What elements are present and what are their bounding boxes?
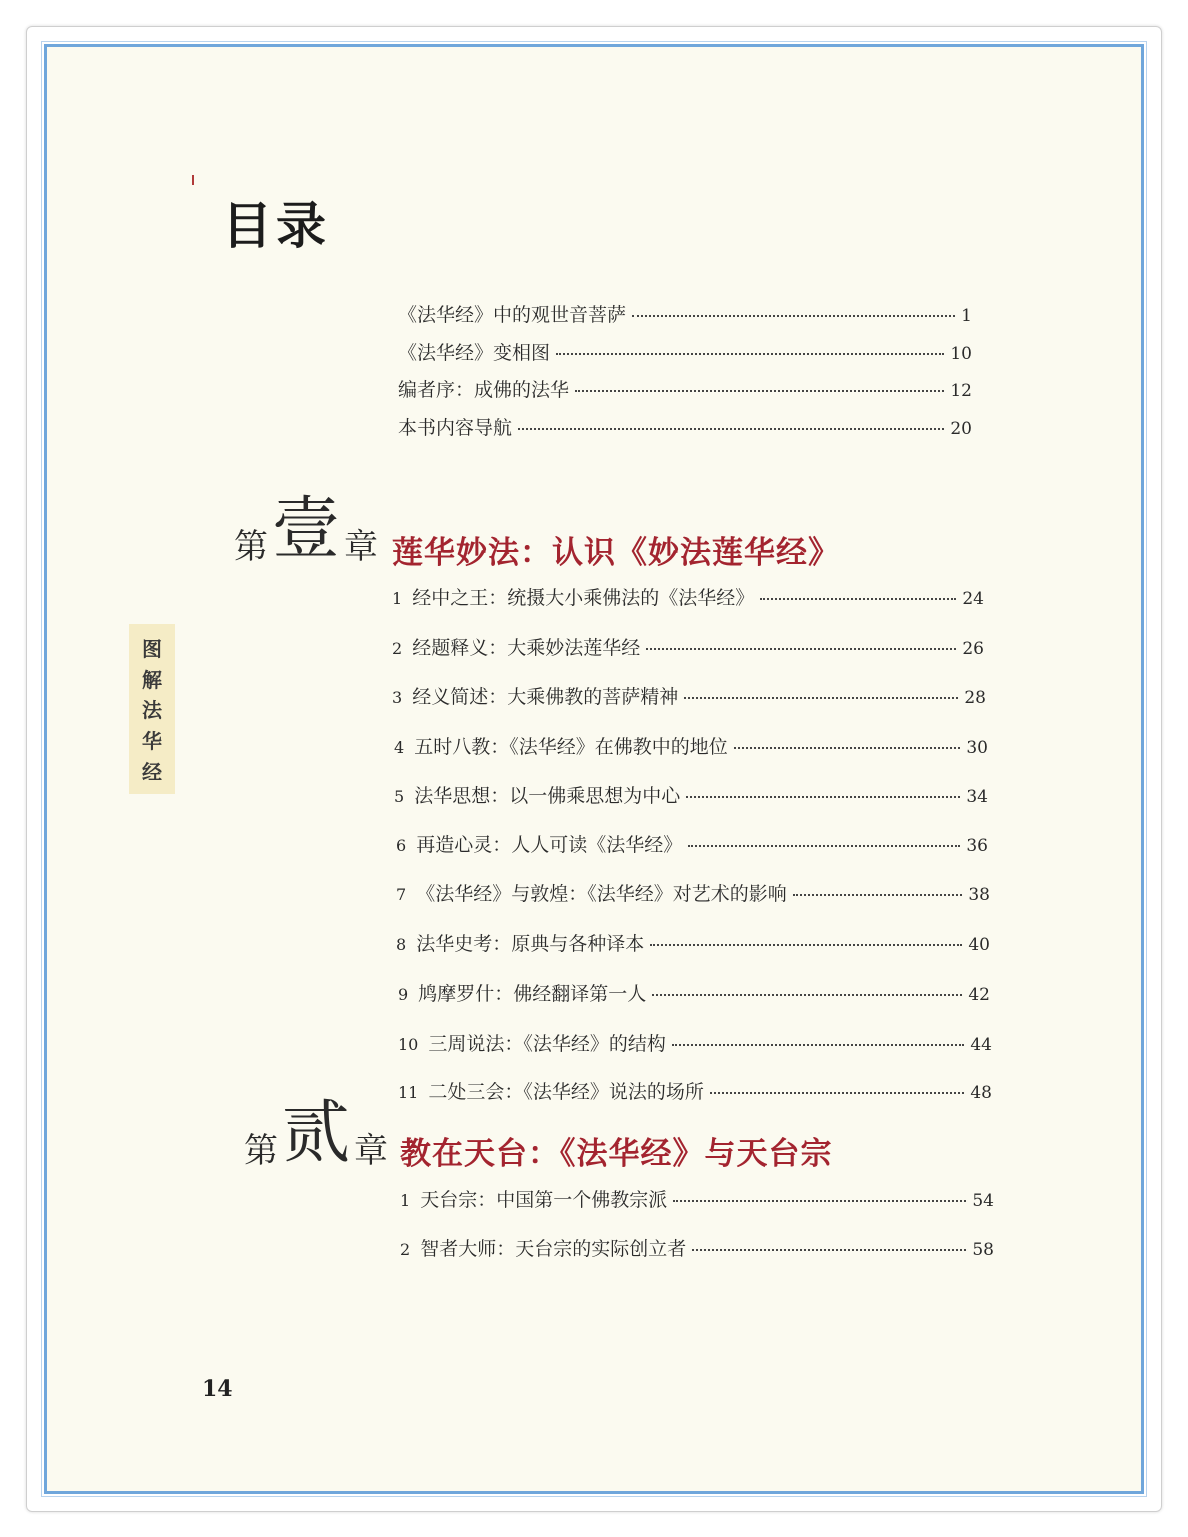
toc-entry-label: 鸠摩罗什：佛经翻译第一人 [418, 983, 647, 1005]
toc-entry-page: 38 [968, 885, 990, 905]
dot-leader [556, 353, 944, 355]
toc-entry-number: 11 [398, 1083, 419, 1102]
toc-entry-label: 《法华经》与敦煌：《法华经》对艺术的影响 [416, 883, 787, 905]
toc-entry-ch1-3[interactable] [392, 682, 986, 709]
toc-entry-label: 五时八教：《法华经》在佛教中的地位 [414, 736, 728, 758]
chapter-suffix: 章 [354, 1131, 389, 1171]
toc-entry-label: 《法华经》中的观世音菩萨 [398, 304, 627, 326]
toc-entry-ch2-2[interactable] [400, 1234, 994, 1261]
toc-entry-label: 法华思想：以一佛乘思想为中心 [414, 785, 681, 807]
toc-entry-number: 4 [394, 738, 405, 757]
toc-entry-page: 28 [964, 688, 986, 708]
toc-entry-front-1[interactable] [398, 300, 972, 327]
toc-entry-page: 30 [966, 738, 988, 758]
toc-entry-page: 44 [970, 1035, 992, 1055]
toc-entry-number: 10 [398, 1035, 419, 1054]
dot-leader [686, 796, 960, 798]
toc-entry-number: 2 [400, 1240, 411, 1259]
toc-entry-ch1-4[interactable] [394, 732, 988, 759]
toc-entry-ch1-11[interactable] [398, 1077, 992, 1104]
book-title-side-tab [129, 624, 175, 794]
dot-leader [793, 894, 963, 896]
toc-entry-label: 本书内容导航 [398, 417, 513, 439]
toc-entry-page: 26 [962, 639, 984, 659]
toc-entry-label: 再造心灵：人人可读《法华经》 [416, 834, 683, 856]
toc-entry-number: 1 [392, 589, 403, 608]
toc-entry-ch1-10[interactable] [398, 1029, 992, 1056]
toc-entry-number: 1 [400, 1191, 411, 1210]
toc-entry-ch1-7[interactable] [396, 879, 990, 906]
chapter-1-label [234, 490, 379, 569]
chapter-2-label [244, 1094, 389, 1173]
toc-entry-number: 8 [396, 935, 407, 954]
toc-entry-label: 《法华经》变相图 [398, 342, 551, 364]
dot-leader [692, 1249, 966, 1251]
toc-entry-label: 编者序：成佛的法华 [398, 379, 570, 401]
toc-entry-ch1-5[interactable] [394, 781, 988, 808]
toc-entry-number: 7 [396, 885, 407, 904]
dot-leader [575, 390, 944, 392]
toc-entry-number: 6 [396, 836, 407, 855]
toc-entry-page: 20 [950, 419, 972, 439]
side-tab-char: 解 [142, 667, 162, 692]
toc-entry-page: 10 [950, 344, 972, 364]
toc-entry-ch1-9[interactable] [398, 979, 990, 1006]
toc-entry-number: 3 [392, 688, 403, 707]
dot-leader [650, 944, 962, 946]
toc-entry-ch1-8[interactable] [396, 929, 990, 956]
toc-entry-ch1-1[interactable] [392, 583, 984, 610]
toc-entry-front-2[interactable] [398, 338, 972, 365]
toc-entry-label: 经题释义：大乘妙法莲华经 [412, 637, 641, 659]
toc-entry-ch1-2[interactable] [392, 633, 984, 660]
toc-entry-label: 经中之王：统摄大小乘佛法的《法华经》 [412, 587, 755, 609]
toc-entry-label: 二处三会：《法华经》说法的场所 [428, 1081, 704, 1103]
page-border [44, 44, 1144, 1494]
toc-entry-page: 48 [970, 1083, 992, 1103]
toc-entry-page: 54 [972, 1191, 994, 1211]
chapter-1-title[interactable]: 莲华妙法：认识《妙法莲华经》 [392, 535, 840, 571]
dot-leader [673, 1200, 966, 1202]
chapter-suffix: 章 [344, 527, 379, 567]
side-tab-char: 法 [142, 698, 162, 723]
chapter-numeral: 贰 [282, 1094, 351, 1173]
dot-leader [710, 1092, 964, 1094]
toc-entry-page: 1 [961, 306, 972, 326]
toc-entry-number: 2 [392, 639, 403, 658]
dot-leader [688, 845, 960, 847]
toc-entry-page: 42 [968, 985, 990, 1005]
side-tab-char: 图 [142, 636, 162, 661]
toc-entry-label: 智者大师：天台宗的实际创立者 [420, 1238, 687, 1260]
toc-entry-label: 法华史考：原典与各种译本 [416, 933, 645, 955]
toc-entry-ch1-6[interactable] [396, 830, 988, 857]
toc-entry-label: 天台宗：中国第一个佛教宗派 [420, 1189, 668, 1211]
dot-leader [734, 747, 961, 749]
dot-leader [684, 697, 958, 699]
side-tab-char: 经 [142, 760, 162, 785]
toc-entry-page: 12 [950, 381, 972, 401]
side-tab-char: 华 [142, 729, 162, 754]
dot-leader [760, 598, 956, 600]
toc-entry-front-4[interactable] [398, 413, 972, 440]
toc-entry-label: 三周说法：《法华经》的结构 [428, 1033, 666, 1055]
dot-leader [518, 428, 944, 430]
dot-leader [646, 648, 956, 650]
toc-entry-number: 9 [398, 985, 409, 1004]
chapter-2-title[interactable]: 教在天台：《法华经》与天台宗 [400, 1136, 833, 1172]
chapter-prefix: 第 [244, 1131, 278, 1171]
page-number: 14 [202, 1376, 233, 1402]
title-accent-mark [192, 175, 194, 185]
dot-leader [632, 315, 955, 317]
chapter-numeral: 壹 [272, 490, 341, 569]
toc-entry-ch2-1[interactable] [400, 1185, 994, 1212]
page-title: 目录 [222, 196, 330, 255]
chapter-prefix: 第 [234, 527, 268, 567]
dot-leader [672, 1044, 964, 1046]
toc-entry-page: 36 [966, 836, 988, 856]
toc-entry-page: 24 [962, 589, 984, 609]
toc-entry-label: 经义简述：大乘佛教的菩萨精神 [412, 686, 679, 708]
toc-entry-front-3[interactable] [398, 375, 972, 402]
toc-entry-page: 40 [968, 935, 990, 955]
toc-entry-page: 34 [966, 787, 988, 807]
dot-leader [652, 994, 962, 996]
toc-entry-number: 5 [394, 787, 405, 806]
toc-entry-page: 58 [972, 1240, 994, 1260]
